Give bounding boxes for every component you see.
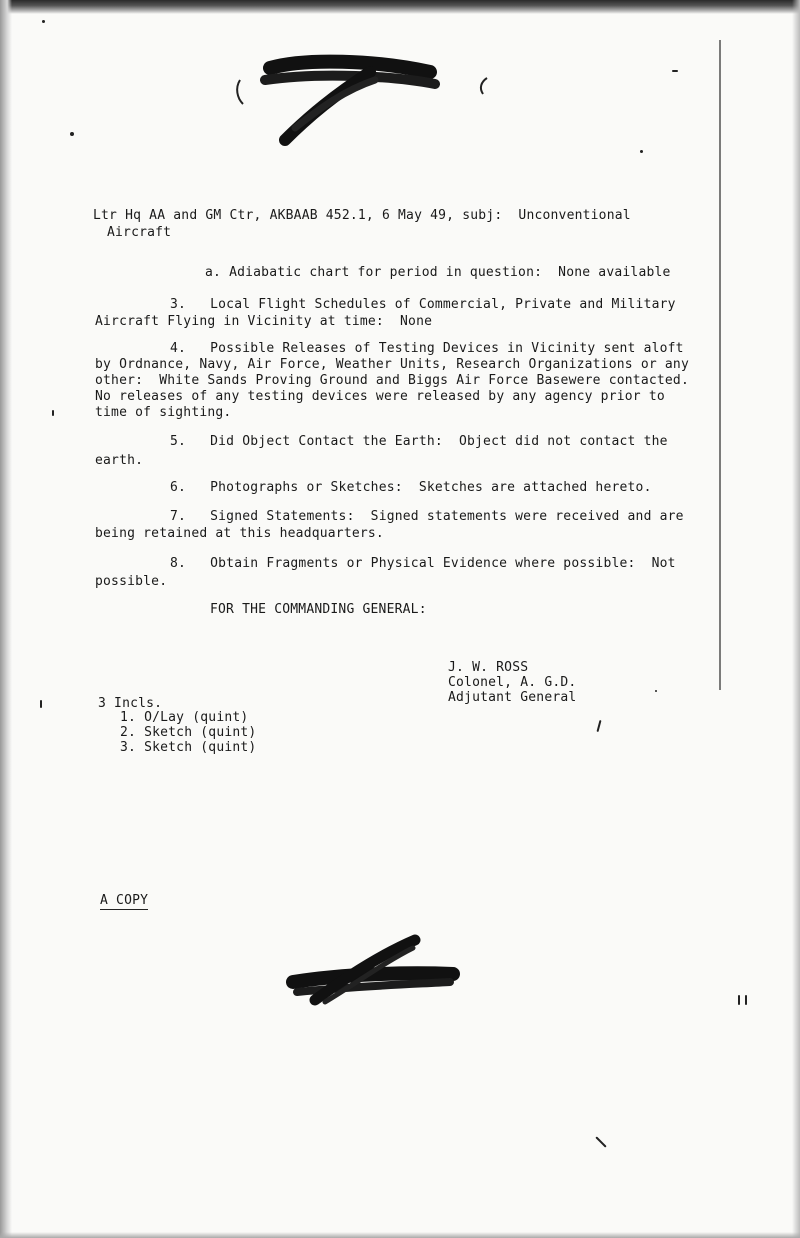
item-4-line-1: 4. Possible Releases of Testing Devices in Vicinity sent aloft (170, 341, 684, 356)
scan-edge-right (792, 0, 800, 1238)
redaction-mark-bottom (285, 930, 465, 1010)
header-subject-continuation: Aircraft (107, 225, 172, 240)
scan-speck (42, 20, 45, 23)
signature-name: J. W. ROSS (448, 660, 529, 675)
signature-rank: Colonel, A. G.D. (448, 675, 577, 690)
scan-speck (596, 720, 601, 732)
item-4-line-5: time of sighting. (95, 405, 232, 420)
signature-title: Adjutant General (448, 690, 577, 705)
inclosure-item: 3. Sketch (quint) (120, 740, 257, 755)
item-a-adiabatic-chart: a. Adiabatic chart for period in question: None available (205, 265, 671, 280)
item-8-line-2: possible. (95, 574, 168, 589)
inclosure-item: 1. O/Lay (quint) (120, 710, 249, 725)
scan-speck (745, 995, 747, 1005)
item-8-line-1: 8. Obtain Fragments or Physical Evidence where possible: Not (170, 556, 676, 571)
item-4-line-2: by Ordnance, Navy, Air Force, Weather Units, Research Organizations or any (95, 357, 689, 372)
header-reference-line: Ltr Hq AA and GM Ctr, AKBAAB 452.1, 6 May 49, subj: Unconventional (93, 208, 631, 223)
scan-speck (655, 690, 657, 692)
item-5-line-2: earth. (95, 453, 144, 468)
margin-line (719, 40, 721, 690)
item-7-line-2: being retained at this headquarters. (95, 526, 384, 541)
item-3-line-2: Aircraft Flying in Vicinity at time: None (95, 314, 433, 329)
copy-label: A COPY (100, 893, 149, 908)
scan-edge-bottom (0, 1232, 800, 1238)
item-6-line-1: 6. Photographs or Sketches: Sketches are attached hereto. (170, 480, 652, 495)
redaction-mark-top (225, 50, 495, 160)
scan-speck (595, 1136, 606, 1147)
item-4-line-3: other: White Sands Proving Ground and Biggs Air Force Basewere contacted. (95, 373, 689, 388)
scan-edge-top (0, 0, 800, 14)
for-commanding-general: FOR THE COMMANDING GENERAL: (210, 602, 427, 617)
item-3-line-1: 3. Local Flight Schedules of Commercial, Private and Military (170, 297, 676, 312)
item-7-line-1: 7. Signed Statements: Signed statements were received and are (170, 509, 684, 524)
scan-speck (70, 132, 74, 136)
item-5-line-1: 5. Did Object Contact the Earth: Object did not contact the (170, 434, 668, 449)
inclosures-heading: 3 Incls. (98, 696, 163, 711)
scan-speck (40, 700, 42, 708)
scan-edge-left (0, 0, 12, 1238)
item-4-line-4: No releases of any testing devices were released by any agency prior to (95, 389, 665, 404)
scan-speck (52, 410, 54, 416)
scan-speck (738, 995, 740, 1005)
scan-speck (640, 150, 643, 153)
inclosure-item: 2. Sketch (quint) (120, 725, 257, 740)
scan-speck (672, 70, 678, 72)
